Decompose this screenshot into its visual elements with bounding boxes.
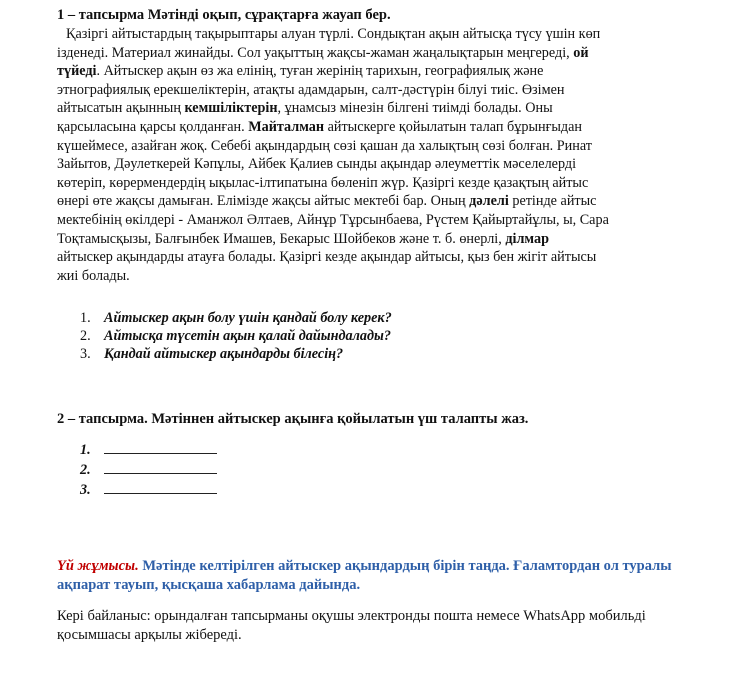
paragraph-line (57, 118, 692, 137)
question-number: 2. (80, 328, 91, 344)
text-run: , ұнамсыз мінезін білгені тиімді болады. Оны (277, 100, 553, 117)
text-run: мектебінің өкілдері - Аманжол Әлтаев, Айнұр Тұрсынбаева, Рүстем Қайыртайұлы, ы, Сара (57, 211, 609, 228)
paragraph-line (57, 155, 692, 174)
blank-number: 2. (80, 462, 91, 478)
text-run: . Айтыскер ақын өз жа елінің, туған жерінің тарихын, географиялық және (96, 63, 544, 80)
answer-blank-1 (80, 440, 217, 459)
paragraph-line (57, 174, 692, 193)
text-run: жиі болады. (57, 267, 130, 284)
homework-label: Үй жұмысы. (57, 558, 139, 574)
paragraph-line (57, 137, 692, 156)
task1-paragraph (57, 25, 692, 285)
homework-block (57, 557, 697, 595)
text-run: ізденеді. Материал жинайды. Сол уақыттың жақсы-жаман жаңалықтарын меңгереді, (57, 44, 574, 61)
bold-term: Майталман (248, 118, 325, 135)
paragraph-line (57, 44, 692, 63)
text-run: өнері өте жақсы дамыған. Елімізде жақсы айтыс мектебі бар. Оның (57, 193, 470, 210)
answer-line (104, 460, 217, 474)
text-run: қарсыласына қарсы қолданған. (57, 118, 249, 135)
paragraph-line (57, 62, 692, 81)
text-run: айтысатын ақынның (57, 100, 185, 117)
blank-number: 3. (80, 482, 91, 498)
paragraph-line (57, 230, 692, 249)
bold-term: кемшіліктерін (184, 100, 278, 117)
paragraph-line (57, 211, 692, 230)
paragraph-line (57, 99, 692, 118)
bold-term: ділмар (505, 230, 549, 247)
text-run: көтеріп, көрермендердің ықылас-ілтипатына бөленіп жүр. Қазіргі кезде қазақтың айтыс (57, 174, 589, 191)
question-1 (80, 310, 392, 327)
answer-blank-3 (80, 480, 217, 499)
text-run: Тоқтамысқызы, Балғынбек Имашев, Бекарыс Шойбеков және т. б. өнерлі, (57, 230, 506, 247)
question-text: Қандай айтыскер ақындарды білесің? (104, 346, 344, 362)
question-number: 1. (80, 310, 91, 326)
question-text: Айтысқа түсетін ақын қалай дайындалады? (104, 328, 391, 344)
question-text: Айтыскер ақын болу үшін қандай болу керек? (104, 310, 392, 326)
text-run: ретінде айтыс (508, 193, 597, 210)
text-run: күшеймесе, азайған жоқ. Себебі ақындардың сөзі қашан да халықтың сөзі болған. Ринат (57, 137, 592, 154)
answer-line (104, 480, 217, 494)
homework-text: Мәтінде келтірілген айтыскер ақындардың бірін таңда. Ғаламтордан ол туралы ақпарат тауып, қысқаша хабарлама дайында. (57, 558, 672, 593)
text-run: айтыскерге қойылатын талап бұрынғыдан (324, 118, 583, 135)
paragraph-line (57, 81, 692, 100)
text-run: Қазіргі айтыстардың тақырыптары алуан түрлі. Сондықтан ақын айтысқа түсу үшін көп (66, 26, 601, 42)
text-run: Зайытов, Дәулеткерей Кәпұлы, Айбек Қалиев сынды ақындар әлеуметтік мәселелерді (57, 156, 577, 173)
bold-term: түйеді (57, 63, 97, 80)
question-number: 3. (80, 346, 91, 362)
question-3 (80, 346, 343, 363)
task2-title: 2 – тапсырма. Мәтіннен айтыскер ақынға қойылатын үш талапты жаз. (57, 411, 529, 427)
text-run: айтыскер ақындарды атауға болады. Қазіргі кезде ақындар айтысы, қыз бен жігіт айтысы (57, 249, 597, 266)
paragraph-line (57, 25, 692, 44)
paragraph-line (57, 248, 692, 267)
paragraph-line (57, 267, 692, 286)
question-2 (80, 328, 391, 345)
bold-term: дәлелі (469, 193, 509, 210)
task1-title: 1 – тапсырма Мәтінді оқып, сұрақтарға жауап бер. (57, 7, 391, 23)
paragraph-line (57, 192, 692, 211)
text-run: этнографиялық ерекшеліктерін, атақты адамдарын, салт-дәстүрін білуі тиіс. Өзімен (57, 81, 565, 98)
answer-line (104, 440, 217, 454)
feedback-text: Кері байланыс: орындалған тапсырманы оқушы электронды пошта немесе WhatsApp мобильді қосымшасы арқылы жібереді. (57, 608, 646, 643)
blank-number: 1. (80, 442, 91, 458)
bold-term: ой (573, 44, 589, 61)
answer-blank-2 (80, 460, 217, 479)
